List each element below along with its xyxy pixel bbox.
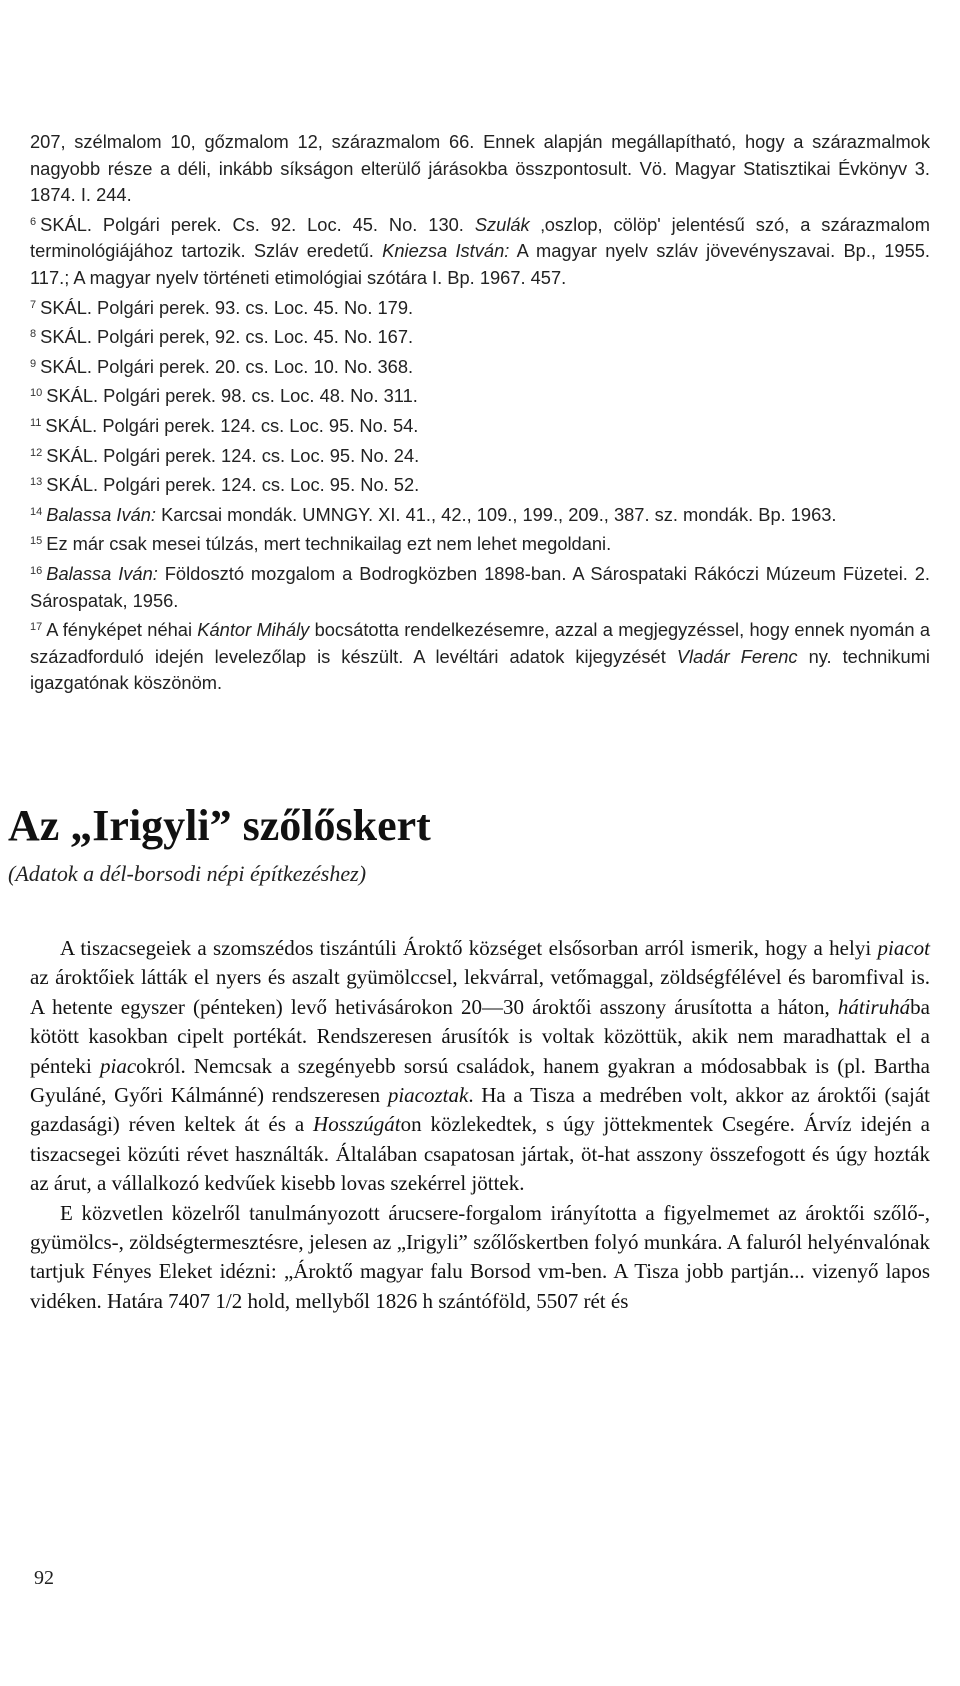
footnote-item [30, 209, 930, 292]
footnote-mark: 10 [30, 387, 43, 400]
article-body [30, 934, 930, 1316]
text-run: . Ha a Tisza a medrében volt, akkor az ároktői (saját gazdasági) réven keltek át és a [30, 1083, 930, 1137]
text-run: SKÁL. Polgári perek, 92. cs. Loc. 45. No. 167. [40, 326, 414, 348]
text-run: E közvetlen közelről tanulmányozott árucsere-forgalom irányította a figyelmemet az ároktői szőlő-, gyümölcs-, zöldségtermesztésre, jelesen az „Irigyli” szőlőskertben folyó munkára. A faluról helyénvalónak tartjuk Fényes Eleket idézni: „Ároktő magyar falu Borsod vm-ben. A Tisza jobb partján... vizenyő lapos vidéken. Határa 7407 1/2 hold, mellyből 1826 h szántóföld, 5507 rét és [30, 1200, 930, 1313]
italic-text: Balassa Iván: [46, 503, 156, 525]
article-title: Az „Irigyli” szőlőskert [8, 801, 431, 850]
italic-text: Balassa Iván: [46, 562, 158, 584]
text-run: SKÁL. Polgári perek. 20. cs. Loc. 10. No. 368. [40, 355, 414, 377]
italic-text: Kniezsa István: [382, 240, 510, 262]
footnote-mark: 6 [30, 215, 37, 228]
footnote-mark: 15 [30, 535, 43, 548]
footnote-list [30, 209, 930, 697]
footnote-item [30, 321, 930, 351]
text-run: A fényképet néhai [46, 619, 198, 641]
text-run: bocsátotta rendelkezésemre, azzal a megjegyzéssel, hogy ennek nyomán a századforduló idején levelezőlap is készült. A levéltári adatok kijegyzését [30, 619, 930, 667]
footnote-mark: 7 [30, 298, 37, 311]
text-run: Ez már csak mesei túlzás, mert technikailag ezt nem lehet megoldani. [46, 533, 612, 555]
text-run: on közlekedtek, s úgy jöttekmentek Csegére. Árvíz idején a tiszacsegei közúti révet használták. Általában csapatosan jártak, öt-hat asszony összefogott és úgy hozták az árut, a vállalkozó kedvűek kisebb lovas szekérrel jöttek. [30, 1112, 931, 1196]
footnotes-section [30, 129, 930, 697]
footnote-item [30, 380, 930, 410]
italic-text: Hosszúgát [313, 1112, 401, 1137]
page-number: 92 [34, 1567, 54, 1589]
text-run: A magyar nyelv szláv jövevényszavai. Bp., 1955. 117.; A magyar nyelv történeti etimológiai szótára I. Bp. 1967. 457. [30, 240, 930, 288]
footnote-item [30, 528, 930, 558]
italic-text: hátiruhá [837, 994, 911, 1019]
italic-text: Vladár Ferenc [676, 645, 798, 667]
footnote-continued: 207, szélmalom 10, gőzmalom 12, szárazmalom 66. Ennek alapján megállapítható, hogy a szárazmalmok nagyobb része a déli, inkább síkságon elterülő járásokba összpontosult. Vö. Magyar Statisztikai Évkönyv 3. 1874. I. 244. [30, 131, 930, 206]
footnote-mark: 16 [30, 564, 43, 577]
footnote-mark: 9 [30, 357, 37, 370]
text-run: ‚oszlop, cölöp' jelentésű szó, a szárazmalom terminológiájához tartozik. Szláv eredetű. [30, 213, 930, 262]
footnote-item [30, 351, 930, 381]
text-run: Földosztó mozgalom a Bodrogközben 1898-ban. A Sárospataki Rákóczi Múzeum Füzetei. 2. Sárospatak, 1956. [30, 562, 931, 611]
footnote-item [30, 558, 930, 614]
text-run: SKÁL. Polgári perek. 124. cs. Loc. 95. No. 24. [46, 444, 420, 466]
text-run: SKÁL. Polgári perek. 93. cs. Loc. 45. No. 179. [40, 296, 414, 318]
footnote-mark: 11 [30, 416, 42, 429]
text-run: okról. Nemcsak a szegényebb sorsú családok, hanem gyakran a módosabbak is (pl. Bartha Gyuláné, Győri Kálmánné) rendszeresen [30, 1053, 931, 1108]
body-paragraph [30, 934, 930, 1199]
text-run: ny. technikumi igazgatónak köszönöm. [30, 645, 930, 694]
footnote-item [30, 469, 930, 499]
text-run: az ároktőiek látták el nyers és aszalt gyümölccsel, lekvárral, vetőmaggal, zöldségfélével és baromfival is. A hetente egyszer (pénteken) levő hetivásárokon 20—30 ároktői asszony árusította a háton, [30, 965, 930, 1019]
text-run: Karcsai mondák. UMNGY. XI. 41., 42., 109., 199., 209., 387. sz. mondák. Bp. 1963. [156, 503, 837, 525]
text-run: SKÁL. Polgári perek. 124. cs. Loc. 95. No. 54. [45, 414, 419, 436]
text-run: ba kötött kasokban cipelt portékát. Rendszeresen árusítók is voltak közöttük, akik nem maradhattak el a pénteki [30, 994, 930, 1078]
text-run: SKÁL. Polgári perek. 124. cs. Loc. 95. No. 52. [46, 474, 420, 496]
text-run: A tiszacsegeiek a szomszédos tiszántúli Ároktő községet elsősorban arról ismerik, hogy a helyi [60, 936, 878, 960]
footnote-item [30, 614, 930, 697]
italic-text: Kántor Mihály [197, 619, 310, 641]
footnote-mark: 13 [30, 476, 43, 489]
italic-text: Szulák [474, 213, 530, 235]
italic-text: piac [100, 1053, 137, 1078]
article-subtitle: (Adatok a dél-borsodi népi építkezéshez) [8, 861, 367, 886]
italic-text: piacot [877, 936, 930, 960]
footnote-mark: 14 [30, 505, 43, 518]
text-run: SKÁL. Polgári perek. 98. cs. Loc. 48. No. 311. [46, 385, 418, 407]
footnote-mark: 12 [30, 446, 43, 459]
footnote-mark: 8 [30, 328, 37, 341]
text-run: SKÁL. Polgári perek. Cs. 92. Loc. 45. No. 130. [40, 213, 475, 235]
footnote-item [30, 440, 930, 470]
italic-text: piacoztak [387, 1083, 469, 1108]
footnote-item [30, 292, 930, 322]
body-paragraph [30, 1199, 930, 1317]
footnote-item [30, 410, 930, 440]
footnote-mark: 17 [30, 621, 43, 634]
footnote-item [30, 499, 930, 529]
